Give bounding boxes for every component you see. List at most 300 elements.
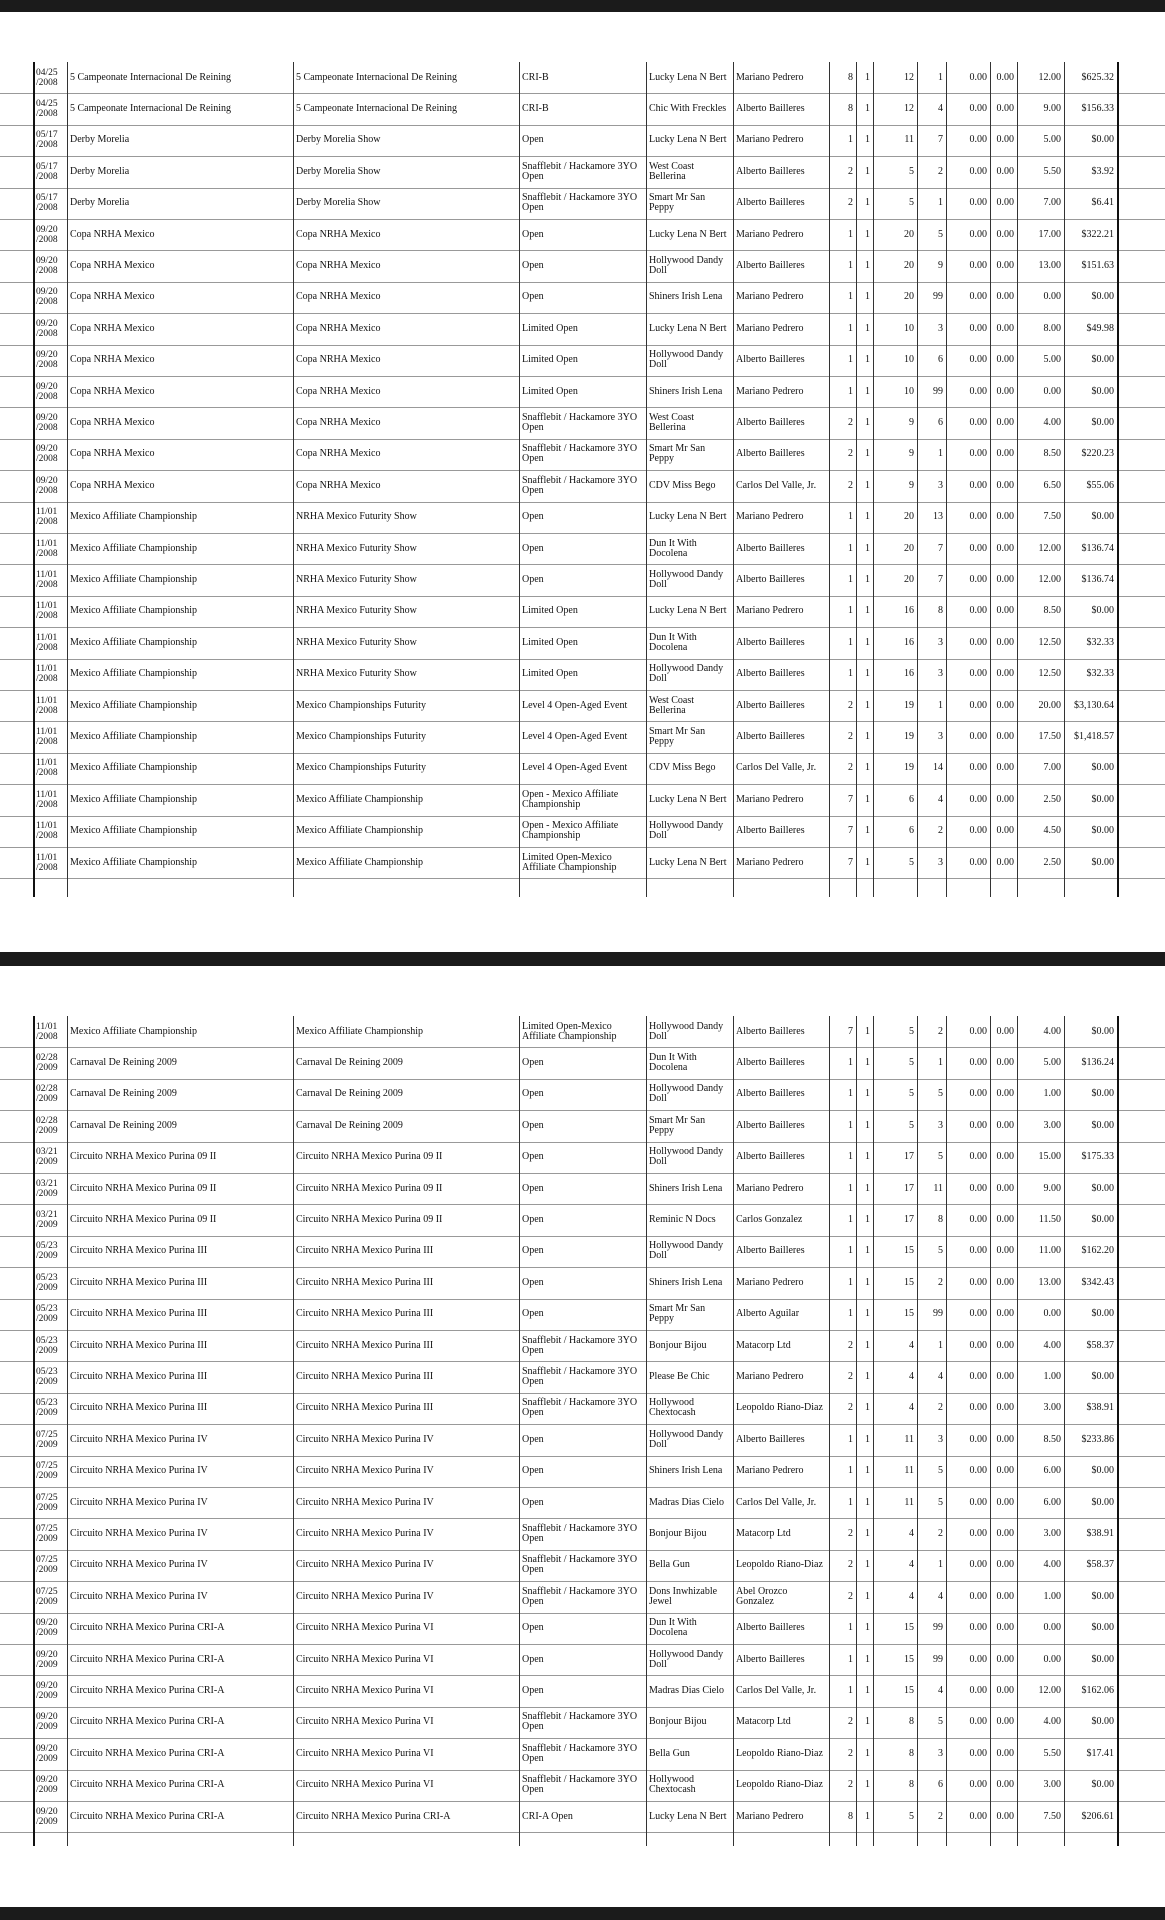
event-name-cell-text: Copa NRHA Mexico xyxy=(296,417,381,429)
earnings-cell xyxy=(1064,1801,1117,1832)
go-cell-text: 1 xyxy=(865,1433,870,1445)
owner-cell xyxy=(733,1204,829,1235)
go-cell-text: 1 xyxy=(865,511,870,523)
points-b-cell xyxy=(990,1613,1017,1644)
horse-cell-text: Hollywood Dandy Doll xyxy=(649,1648,724,1670)
level-cell xyxy=(829,721,856,752)
earnings-cell-text: $0.00 xyxy=(1091,1371,1114,1383)
level-cell xyxy=(829,1424,856,1455)
entries-cell xyxy=(873,1801,917,1832)
earnings-cell xyxy=(1064,1613,1117,1644)
horse-cell-text: Lucky Lena N Bert xyxy=(649,1810,727,1822)
go-cell-text: 1 xyxy=(865,636,870,648)
date-cell-text: 11/01 /2008 xyxy=(36,758,58,779)
points-a-cell-text: 0.00 xyxy=(969,479,987,491)
entries-cell xyxy=(873,376,917,407)
date-cell-text: 07/25 /2009 xyxy=(36,1461,58,1482)
horse-cell-text: Hollywood Dandy Doll xyxy=(649,255,724,277)
placing-cell-text: 99 xyxy=(933,1653,943,1665)
owner-cell xyxy=(733,502,829,533)
points-a-cell xyxy=(946,93,990,124)
date-cell-text: 09/20 /2008 xyxy=(36,413,58,434)
entries-cell xyxy=(873,1267,917,1298)
points-a-cell-text: 0.00 xyxy=(969,511,987,523)
show-name-cell-text: Circuito NRHA Mexico Purina CRI-A xyxy=(70,1747,225,1759)
earnings-cell-text: $206.61 xyxy=(1081,1810,1114,1822)
points-a-cell-text: 0.00 xyxy=(969,1716,987,1728)
placing-cell-text: 1 xyxy=(938,71,943,83)
entries-cell-text: 11 xyxy=(904,1496,914,1508)
earnings-cell xyxy=(1064,1047,1117,1078)
go-cell-text: 1 xyxy=(865,856,870,868)
level-cell-text: 2 xyxy=(848,731,853,743)
owner-cell-text: Alberto Bailleres xyxy=(736,574,805,586)
show-name-cell-text: Copa NRHA Mexico xyxy=(70,417,155,429)
level-cell-text: 1 xyxy=(848,260,853,272)
horse-cell-text: CDV Miss Bego xyxy=(649,762,716,774)
column-rule xyxy=(293,1016,294,1846)
earnings-cell-text: $0.00 xyxy=(1091,291,1114,303)
earnings-cell-text: $136.74 xyxy=(1081,542,1114,554)
points-cell xyxy=(1017,1487,1064,1518)
level-cell-text: 2 xyxy=(848,1590,853,1602)
go-cell-text: 1 xyxy=(865,197,870,209)
points-cell-text: 2.50 xyxy=(1043,856,1061,868)
entries-cell-text: 20 xyxy=(904,511,914,523)
go-cell xyxy=(856,1644,873,1675)
points-b-cell xyxy=(990,502,1017,533)
event-name-cell-text: Copa NRHA Mexico xyxy=(296,448,381,460)
placing-cell-text: 2 xyxy=(938,825,943,837)
points-b-cell-text: 0.00 xyxy=(996,1653,1014,1665)
show-name-cell xyxy=(67,1173,293,1204)
go-cell xyxy=(856,1707,873,1738)
placing-cell-text: 3 xyxy=(938,1433,943,1445)
entries-cell-text: 11 xyxy=(904,134,914,146)
show-name-cell-text: Derby Morelia xyxy=(70,165,130,177)
horse-cell-text: Shiners Irish Lena xyxy=(649,1465,723,1477)
column-rule xyxy=(990,1016,991,1846)
points-a-cell-text: 0.00 xyxy=(969,1590,987,1602)
placing-cell xyxy=(917,1550,946,1581)
class-cell xyxy=(519,721,646,752)
entries-cell xyxy=(873,1644,917,1675)
points-b-cell-text: 0.00 xyxy=(996,1088,1014,1100)
go-cell-text: 1 xyxy=(865,1496,870,1508)
placing-cell xyxy=(917,784,946,815)
horse-cell xyxy=(646,1393,733,1424)
points-a-cell xyxy=(946,1550,990,1581)
earnings-cell-text: $32.33 xyxy=(1086,636,1114,648)
go-cell xyxy=(856,282,873,313)
owner-cell-text: Mariano Pedrero xyxy=(736,1810,804,1822)
column-rule xyxy=(1064,62,1065,897)
event-name-cell-text: Copa NRHA Mexico xyxy=(296,385,381,397)
owner-cell-text: Carlos Del Valle, Jr. xyxy=(736,479,817,491)
points-a-cell-text: 0.00 xyxy=(969,1559,987,1571)
horse-cell-text: Hollywood Dandy Doll xyxy=(649,1083,724,1105)
level-cell-text: 1 xyxy=(848,1465,853,1477)
horse-cell xyxy=(646,1047,733,1078)
points-a-cell-text: 0.00 xyxy=(969,1057,987,1069)
date-cell xyxy=(33,1361,67,1392)
points-cell-text: 12.50 xyxy=(1038,636,1061,648)
earnings-cell xyxy=(1064,376,1117,407)
date-cell-text: 03/21 /2009 xyxy=(36,1147,58,1168)
show-name-cell xyxy=(67,1487,293,1518)
class-cell-text: Snafflebit / Hackamore 3YO Open xyxy=(522,474,638,496)
show-name-cell-text: Circuito NRHA Mexico Purina CRI-A xyxy=(70,1716,225,1728)
earnings-cell-text: $38.91 xyxy=(1086,1402,1114,1414)
go-cell-text: 1 xyxy=(865,1465,870,1477)
points-cell-text: 13.00 xyxy=(1038,260,1061,272)
owner-cell xyxy=(733,1456,829,1487)
earnings-cell-text: $136.24 xyxy=(1081,1057,1114,1069)
points-a-cell-text: 0.00 xyxy=(969,1653,987,1665)
column-rule xyxy=(946,1016,947,1846)
points-b-cell xyxy=(990,1142,1017,1173)
points-a-cell xyxy=(946,282,990,313)
level-cell-text: 2 xyxy=(848,479,853,491)
entries-cell-text: 9 xyxy=(909,448,914,460)
level-cell-text: 1 xyxy=(848,1622,853,1634)
date-cell xyxy=(33,1110,67,1141)
level-cell-text: 1 xyxy=(848,511,853,523)
show-name-cell xyxy=(67,1738,293,1769)
go-cell xyxy=(856,313,873,344)
points-cell-text: 4.00 xyxy=(1043,1025,1061,1037)
earnings-cell-text: $1,418.57 xyxy=(1074,731,1114,743)
points-a-cell xyxy=(946,1675,990,1706)
show-name-cell xyxy=(67,62,293,93)
entries-cell xyxy=(873,1016,917,1047)
event-name-cell-text: Copa NRHA Mexico xyxy=(296,479,381,491)
points-b-cell xyxy=(990,439,1017,470)
points-cell xyxy=(1017,784,1064,815)
placing-cell xyxy=(917,1518,946,1549)
class-cell-text: Open xyxy=(522,291,544,303)
go-cell xyxy=(856,1236,873,1267)
go-cell-text: 1 xyxy=(865,793,870,805)
points-a-cell-text: 0.00 xyxy=(969,1182,987,1194)
event-name-cell xyxy=(293,659,519,690)
entries-cell-text: 5 xyxy=(909,197,914,209)
earnings-cell-text: $162.06 xyxy=(1081,1685,1114,1697)
event-name-cell-text: NRHA Mexico Futurity Show xyxy=(296,605,417,617)
points-a-cell-text: 0.00 xyxy=(969,1276,987,1288)
owner-cell xyxy=(733,1330,829,1361)
placing-cell xyxy=(917,345,946,376)
entries-cell xyxy=(873,439,917,470)
show-name-cell-text: Carnaval De Reining 2009 xyxy=(70,1088,177,1100)
earnings-cell xyxy=(1064,1675,1117,1706)
points-b-cell xyxy=(990,1675,1017,1706)
event-name-cell xyxy=(293,690,519,721)
horse-cell-text: Lucky Lena N Bert xyxy=(649,228,727,240)
event-name-cell xyxy=(293,62,519,93)
horse-cell xyxy=(646,564,733,595)
owner-cell-text: Leopoldo Riano-Diaz xyxy=(736,1779,823,1791)
level-cell-text: 7 xyxy=(848,856,853,868)
go-cell-text: 1 xyxy=(865,668,870,680)
owner-cell-text: Mariano Pedrero xyxy=(736,856,804,868)
entries-cell-text: 15 xyxy=(904,1276,914,1288)
placing-cell xyxy=(917,659,946,690)
class-cell xyxy=(519,502,646,533)
horse-cell xyxy=(646,753,733,784)
date-cell xyxy=(33,1047,67,1078)
points-cell-text: 12.50 xyxy=(1038,668,1061,680)
entries-cell xyxy=(873,533,917,564)
placing-cell-text: 5 xyxy=(938,1465,943,1477)
class-cell xyxy=(519,470,646,501)
go-cell-text: 1 xyxy=(865,1057,870,1069)
points-cell xyxy=(1017,721,1064,752)
event-name-cell xyxy=(293,1581,519,1612)
show-name-cell xyxy=(67,1204,293,1235)
show-name-cell-text: Circuito NRHA Mexico Purina 09 II xyxy=(70,1151,217,1163)
show-name-cell xyxy=(67,1110,293,1141)
event-name-cell-text: Mexico Affiliate Championship xyxy=(296,793,424,805)
placing-cell xyxy=(917,470,946,501)
horse-cell xyxy=(646,1330,733,1361)
owner-cell xyxy=(733,1267,829,1298)
go-cell-text: 1 xyxy=(865,1653,870,1665)
entries-cell-text: 8 xyxy=(909,1779,914,1791)
horse-cell xyxy=(646,125,733,156)
entries-cell xyxy=(873,1079,917,1110)
level-cell xyxy=(829,282,856,313)
class-cell-text: Open - Mexico Affiliate Championship xyxy=(522,788,619,810)
date-cell xyxy=(33,125,67,156)
earnings-cell xyxy=(1064,125,1117,156)
points-b-cell-text: 0.00 xyxy=(996,71,1014,83)
points-a-cell-text: 0.00 xyxy=(969,1245,987,1257)
show-name-cell-text: Circuito NRHA Mexico Purina 09 II xyxy=(70,1214,217,1226)
entries-cell-text: 6 xyxy=(909,793,914,805)
horse-cell xyxy=(646,1738,733,1769)
level-cell-text: 1 xyxy=(848,1308,853,1320)
entries-cell xyxy=(873,1047,917,1078)
entries-cell xyxy=(873,1675,917,1706)
date-cell-text: 11/01 /2008 xyxy=(36,538,58,559)
date-cell xyxy=(33,1613,67,1644)
earnings-cell xyxy=(1064,753,1117,784)
show-name-cell-text: Mexico Affiliate Championship xyxy=(70,731,198,743)
entries-cell-text: 19 xyxy=(904,762,914,774)
points-cell xyxy=(1017,282,1064,313)
level-cell-text: 1 xyxy=(848,1276,853,1288)
event-name-cell-text: Circuito NRHA Mexico Purina III xyxy=(296,1245,434,1257)
earnings-cell-text: $0.00 xyxy=(1091,134,1114,146)
points-a-cell-text: 0.00 xyxy=(969,605,987,617)
owner-cell xyxy=(733,439,829,470)
event-name-cell xyxy=(293,1801,519,1832)
placing-cell xyxy=(917,1236,946,1267)
placing-cell xyxy=(917,407,946,438)
owner-cell xyxy=(733,156,829,187)
date-cell xyxy=(33,596,67,627)
go-cell-text: 1 xyxy=(865,1559,870,1571)
level-cell xyxy=(829,62,856,93)
level-cell-text: 2 xyxy=(848,1402,853,1414)
placing-cell xyxy=(917,188,946,219)
earnings-cell xyxy=(1064,533,1117,564)
owner-cell-text: Mariano Pedrero xyxy=(736,385,804,397)
entries-cell-text: 5 xyxy=(909,165,914,177)
show-name-cell xyxy=(67,502,293,533)
go-cell-text: 1 xyxy=(865,1308,870,1320)
show-name-cell xyxy=(67,1393,293,1424)
points-cell-text: 13.00 xyxy=(1038,1276,1061,1288)
show-name-cell xyxy=(67,156,293,187)
go-cell-text: 1 xyxy=(865,605,870,617)
earnings-cell xyxy=(1064,816,1117,847)
points-b-cell-text: 0.00 xyxy=(996,1245,1014,1257)
points-b-cell xyxy=(990,407,1017,438)
date-cell-text: 05/23 /2009 xyxy=(36,1335,58,1356)
go-cell-text: 1 xyxy=(865,385,870,397)
points-a-cell-text: 0.00 xyxy=(969,1151,987,1163)
event-name-cell-text: Circuito NRHA Mexico Purina III xyxy=(296,1371,434,1383)
date-cell-text: 11/01 /2008 xyxy=(36,507,58,528)
placing-cell xyxy=(917,1299,946,1330)
points-cell xyxy=(1017,1801,1064,1832)
event-name-cell-text: Carnaval De Reining 2009 xyxy=(296,1088,403,1100)
placing-cell-text: 1 xyxy=(938,197,943,209)
placing-cell-text: 7 xyxy=(938,574,943,586)
show-name-cell xyxy=(67,439,293,470)
points-a-cell xyxy=(946,156,990,187)
earnings-cell xyxy=(1064,847,1117,878)
owner-cell xyxy=(733,282,829,313)
show-name-cell-text: Copa NRHA Mexico xyxy=(70,322,155,334)
points-a-cell-text: 0.00 xyxy=(969,291,987,303)
points-b-cell xyxy=(990,596,1017,627)
event-name-cell xyxy=(293,1330,519,1361)
points-cell xyxy=(1017,1550,1064,1581)
owner-cell-text: Alberto Bailleres xyxy=(736,1057,805,1069)
show-name-cell xyxy=(67,1016,293,1047)
horse-cell xyxy=(646,596,733,627)
points-a-cell-text: 0.00 xyxy=(969,1119,987,1131)
earnings-cell xyxy=(1064,1456,1117,1487)
event-name-cell-text: Circuito NRHA Mexico Purina III xyxy=(296,1276,434,1288)
show-name-cell xyxy=(67,345,293,376)
points-a-cell-text: 0.00 xyxy=(969,1810,987,1822)
go-cell xyxy=(856,62,873,93)
class-cell-text: Open xyxy=(522,1245,544,1257)
event-name-cell xyxy=(293,1456,519,1487)
date-cell-text: 02/28 /2009 xyxy=(36,1115,58,1136)
points-b-cell-text: 0.00 xyxy=(996,1716,1014,1728)
points-b-cell-text: 0.00 xyxy=(996,1433,1014,1445)
points-b-cell-text: 0.00 xyxy=(996,1339,1014,1351)
go-cell-text: 1 xyxy=(865,1402,870,1414)
class-cell xyxy=(519,533,646,564)
points-a-cell-text: 0.00 xyxy=(969,542,987,554)
points-cell xyxy=(1017,816,1064,847)
horse-cell-text: Hollywood Dandy Doll xyxy=(649,1020,724,1042)
class-cell-text: Open xyxy=(522,1465,544,1477)
placing-cell xyxy=(917,1173,946,1204)
placing-cell xyxy=(917,1770,946,1801)
event-name-cell-text: NRHA Mexico Futurity Show xyxy=(296,542,417,554)
level-cell-text: 1 xyxy=(848,605,853,617)
class-cell-text: Level 4 Open-Aged Event xyxy=(522,731,628,743)
points-cell xyxy=(1017,1047,1064,1078)
placing-cell xyxy=(917,1267,946,1298)
go-cell xyxy=(856,1267,873,1298)
go-cell xyxy=(856,1393,873,1424)
points-cell-text: 11.50 xyxy=(1038,1214,1061,1226)
entries-cell xyxy=(873,784,917,815)
class-cell-text: Snafflebit / Hackamore 3YO Open xyxy=(522,412,638,434)
points-cell xyxy=(1017,1330,1064,1361)
points-b-cell xyxy=(990,627,1017,658)
points-b-cell xyxy=(990,1581,1017,1612)
horse-cell xyxy=(646,250,733,281)
date-cell xyxy=(33,156,67,187)
level-cell xyxy=(829,345,856,376)
date-cell-text: 09/20 /2009 xyxy=(36,1681,58,1702)
points-cell xyxy=(1017,1361,1064,1392)
go-cell xyxy=(856,156,873,187)
points-b-cell xyxy=(990,1016,1017,1047)
event-name-cell xyxy=(293,1016,519,1047)
show-name-cell-text: Copa NRHA Mexico xyxy=(70,228,155,240)
owner-cell-text: Alberto Bailleres xyxy=(736,825,805,837)
class-cell-text: Open xyxy=(522,1151,544,1163)
event-name-cell-text: Mexico Affiliate Championship xyxy=(296,1025,424,1037)
class-cell xyxy=(519,659,646,690)
points-a-cell xyxy=(946,627,990,658)
level-cell-text: 2 xyxy=(848,762,853,774)
placing-cell xyxy=(917,1016,946,1047)
horse-cell-text: Hollywood Chextocash xyxy=(649,1397,696,1419)
entries-cell-text: 20 xyxy=(904,260,914,272)
horse-cell xyxy=(646,1204,733,1235)
go-cell-text: 1 xyxy=(865,762,870,774)
earnings-cell-text: $175.33 xyxy=(1081,1151,1114,1163)
column-rule xyxy=(990,62,991,897)
go-cell-text: 1 xyxy=(865,71,870,83)
points-a-cell-text: 0.00 xyxy=(969,856,987,868)
entries-cell xyxy=(873,816,917,847)
go-cell-text: 1 xyxy=(865,1151,870,1163)
points-a-cell xyxy=(946,439,990,470)
earnings-cell xyxy=(1064,596,1117,627)
column-rule xyxy=(917,62,918,897)
horse-cell-text: West Coast Bellerina xyxy=(649,412,695,434)
earnings-cell-text: $0.00 xyxy=(1091,385,1114,397)
owner-cell xyxy=(733,1644,829,1675)
date-cell-text: 05/23 /2009 xyxy=(36,1398,58,1419)
class-cell-text: Snafflebit / Hackamore 3YO Open xyxy=(522,1554,638,1576)
points-cell xyxy=(1017,1424,1064,1455)
level-cell xyxy=(829,502,856,533)
placing-cell-text: 2 xyxy=(938,1528,943,1540)
points-a-cell xyxy=(946,219,990,250)
class-cell xyxy=(519,407,646,438)
owner-cell-text: Alberto Aguilar xyxy=(736,1308,800,1320)
points-a-cell xyxy=(946,1016,990,1047)
points-b-cell xyxy=(990,1204,1017,1235)
date-cell xyxy=(33,376,67,407)
points-a-cell-text: 0.00 xyxy=(969,1747,987,1759)
points-b-cell xyxy=(990,1487,1017,1518)
points-a-cell xyxy=(946,1424,990,1455)
